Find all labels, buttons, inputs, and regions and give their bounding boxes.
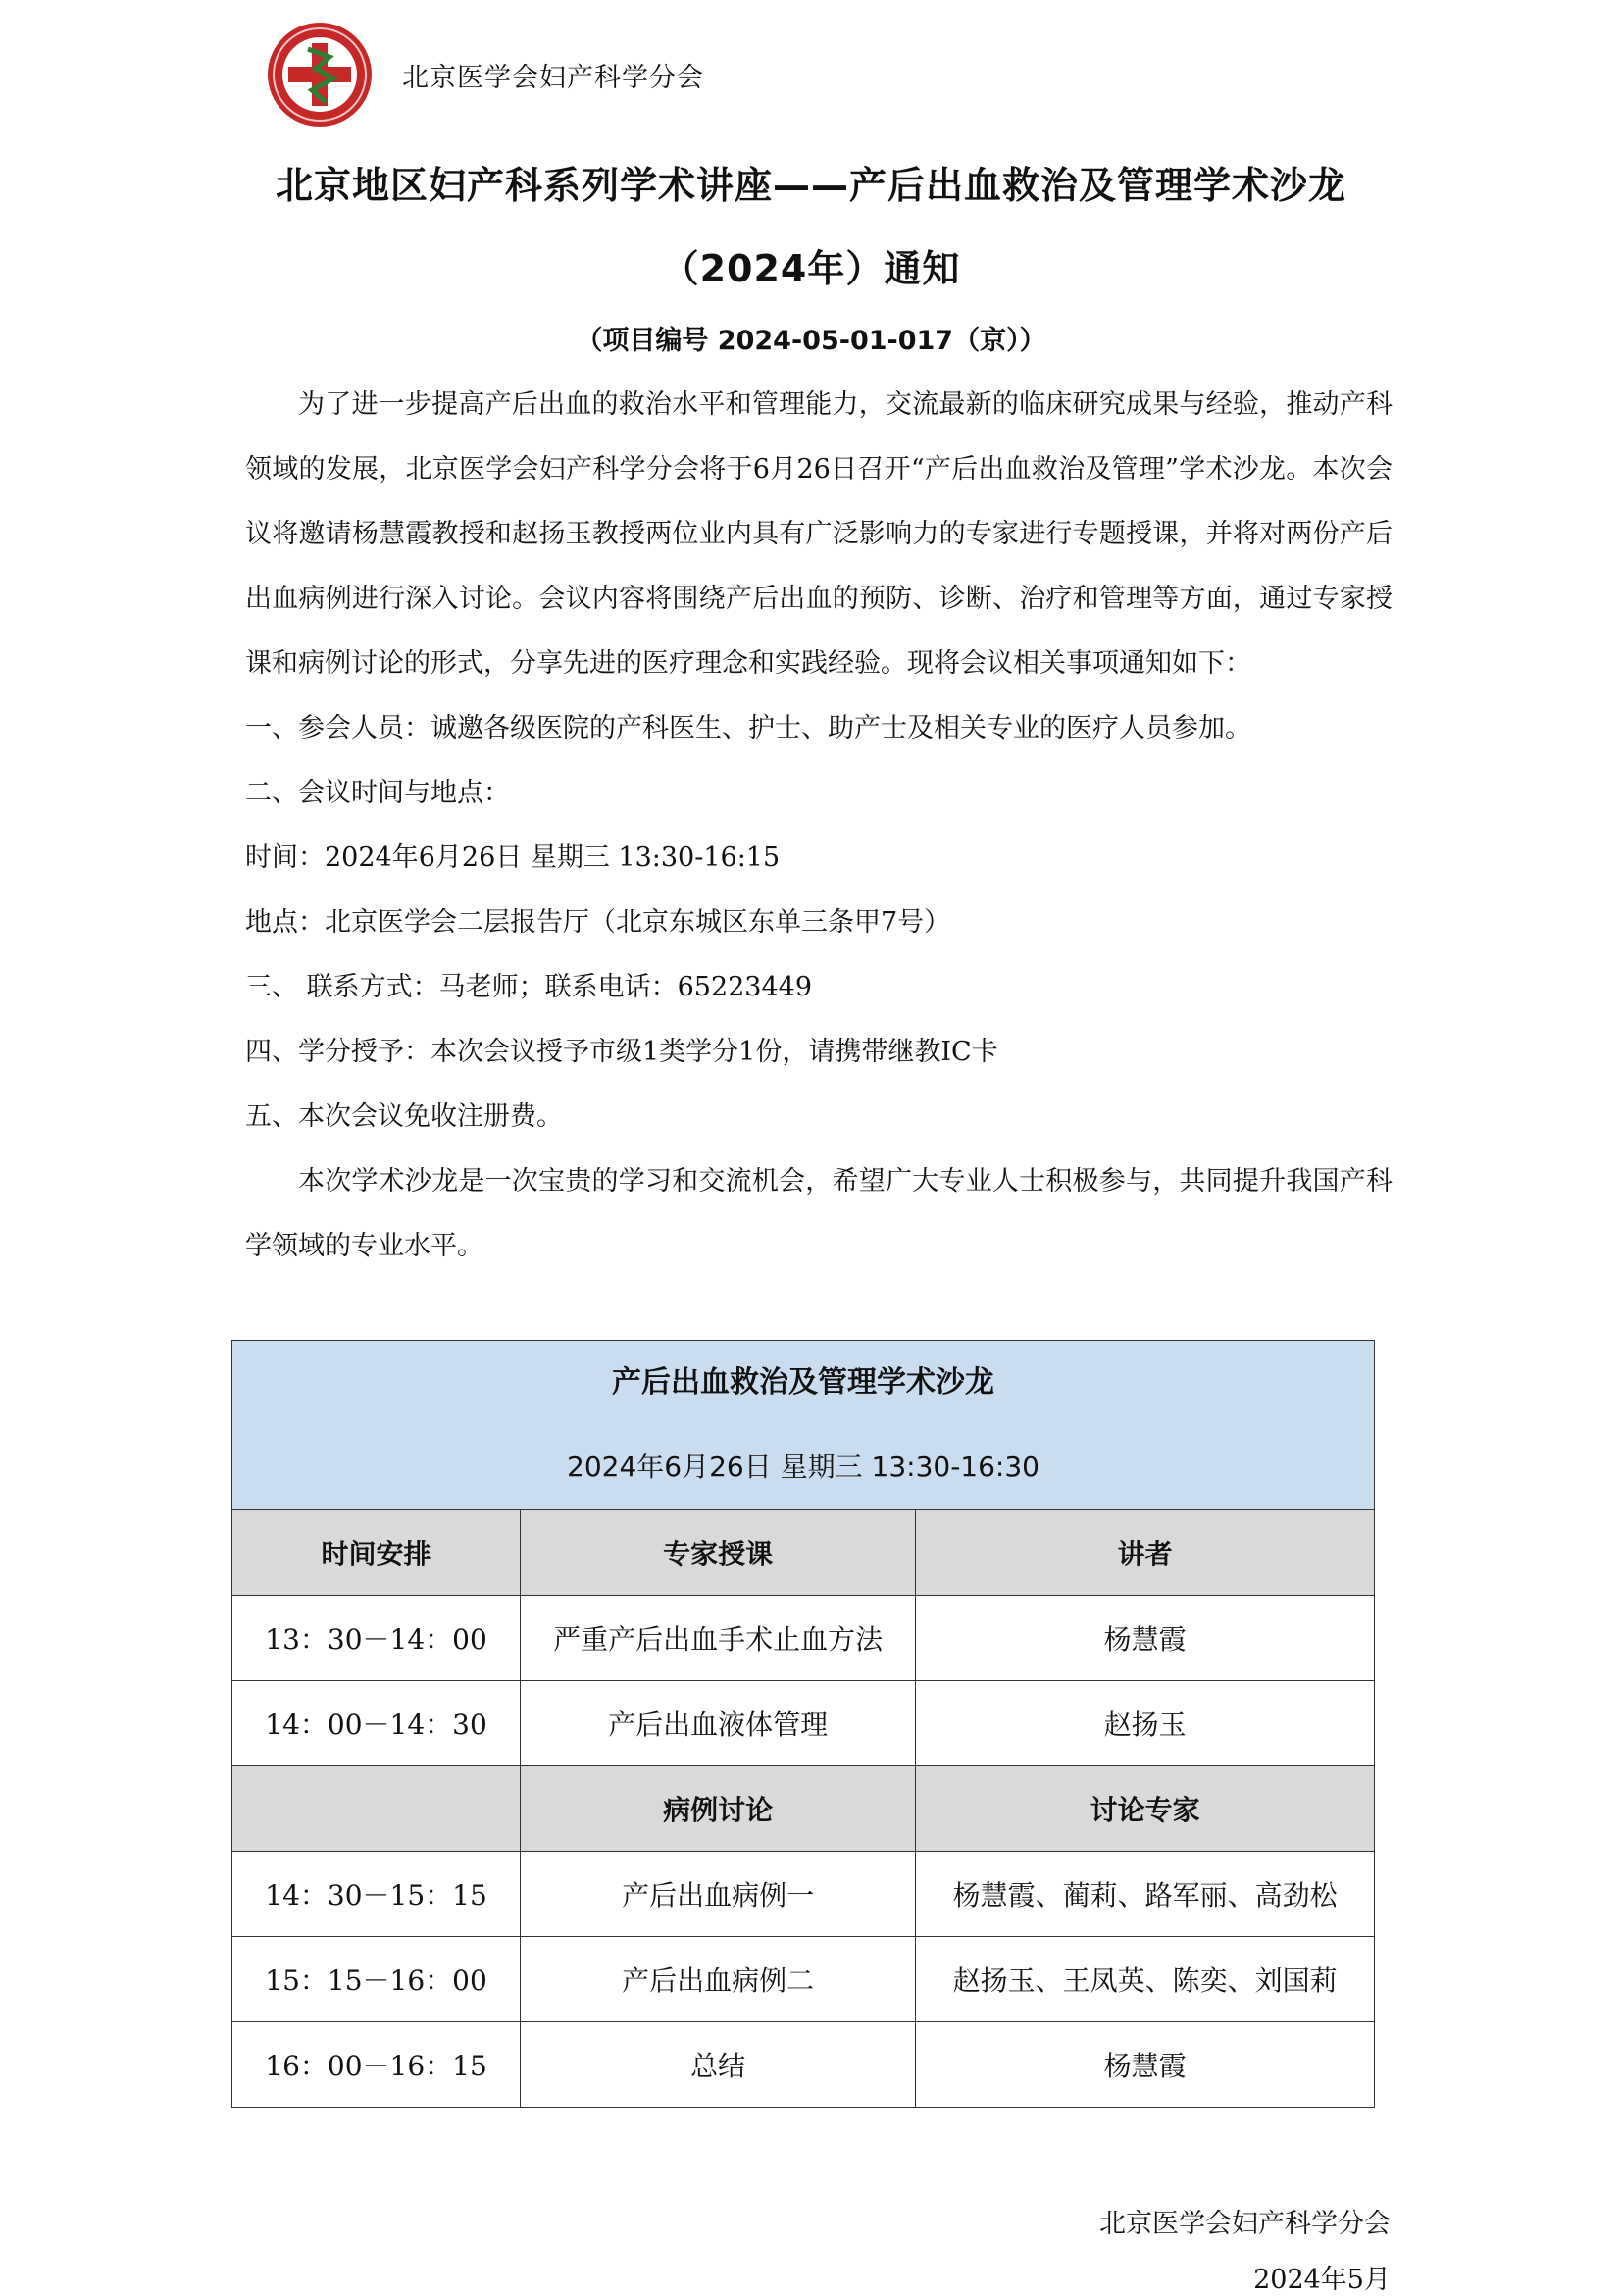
schedule-date: 2024年6月26日 星期三 13:30-16:30 [567,1451,1039,1483]
topic-cell: 总结 [521,2022,916,2108]
association-logo-icon [265,20,375,129]
speaker-cell: 杨慧霞 [916,1596,1375,1681]
topic-cell: 严重产后出血手术止血方法 [521,1596,916,1681]
topic-cell: 产后出血病例二 [521,1937,916,2022]
table-row [232,1937,1375,2022]
speaker-cell: 赵扬玉、王凤英、陈奕、刘国莉 [916,1937,1375,2022]
table-row [232,1852,1375,1937]
table-row [232,2022,1375,2108]
time-cell: 15：15－16：00 [232,1937,521,2022]
schedule-title: 产后出血救治及管理学术沙龙 [612,1365,994,1400]
time-cell: 14：00－14：30 [232,1681,521,1766]
item-attendees: 一、参会人员：诚邀各级医院的产科医生、护士、助产士及相关专业的医疗人员参加。 [245,713,1251,743]
column-header: 病例讨论 [521,1766,916,1852]
schedule-table [231,1340,1375,2108]
notice-title: 北京地区妇产科系列学术讲座——产后出血救治及管理学术沙龙 [275,164,1346,207]
item-time: 时间：2024年6月26日 星期三 13:30-16:15 [245,842,781,873]
column-header [232,1766,521,1852]
item-place: 地点：北京医学会二层报告厅（北京东城区东单三条甲7号） [245,907,951,938]
item-contact: 三、 联系方式：马老师；联系电话：65223449 [245,972,813,1002]
notice-title-year: （2024年）通知 [661,247,961,290]
speaker-cell: 杨慧霞 [916,2022,1375,2108]
lecture-header-row [232,1510,1375,1596]
table-row [232,1681,1375,1766]
column-header: 时间安排 [232,1510,521,1596]
column-header: 讲者 [916,1510,1375,1596]
footer-organization: 北京医学会妇产科学分会 [1099,2209,1391,2239]
column-header: 专家授课 [521,1510,916,1596]
header-organization: 北京医学会妇产科学分会 [402,62,704,93]
intro-paragraph: 为了进一步提高产后出血的救治水平和管理能力，交流最新的临床研究成果与经验，推动产科领域的发展，北京医学会妇产科学分会将于6月26日召开“产后出血救治及管理”学术沙龙。本次会议将邀请杨慧霞教授和赵扬玉教授两位业内具有广泛影响力的专家进行专题授课，并将对两份产后出血病例进行深入讨论。会议内容将围绕产后出血的预防、诊断、治疗和管理等方面，通过专家授课和病例讨论的形式，分享先进的医疗理念和实践经验。现将会议相关事项通知如下： [245,389,1393,679]
page-header [265,20,704,129]
item-time-place-heading: 二、会议时间与地点： [245,778,510,808]
time-cell: 13：30－14：00 [232,1596,521,1681]
item-credits: 四、学分授予：本次会议授予市级1类学分1份，请携带继教IC卡 [245,1037,998,1067]
topic-cell: 产后出血病例一 [521,1852,916,1937]
speaker-cell: 赵扬玉 [916,1681,1375,1766]
speaker-cell: 杨慧霞、蔺莉、路军丽、高劲松 [916,1852,1375,1937]
case-header-row [232,1766,1375,1852]
footer-date: 2024年5月 [1253,2265,1391,2295]
column-header: 讨论专家 [916,1766,1375,1852]
time-cell: 14：30－15：15 [232,1852,521,1937]
time-cell: 16：00－16：15 [232,2022,521,2108]
schedule-header [232,1341,1375,1510]
closing-paragraph: 本次学术沙龙是一次宝贵的学习和交流机会，希望广大专业人士积极参与，共同提升我国产科学领域的专业水平。 [245,1166,1393,1261]
topic-cell: 产后出血液体管理 [521,1681,916,1766]
item-fee: 五、本次会议免收注册费。 [245,1101,563,1132]
notice-body [245,373,1393,1279]
table-row [232,1596,1375,1681]
project-number: （项目编号 2024-05-01-017（京）） [576,326,1046,356]
